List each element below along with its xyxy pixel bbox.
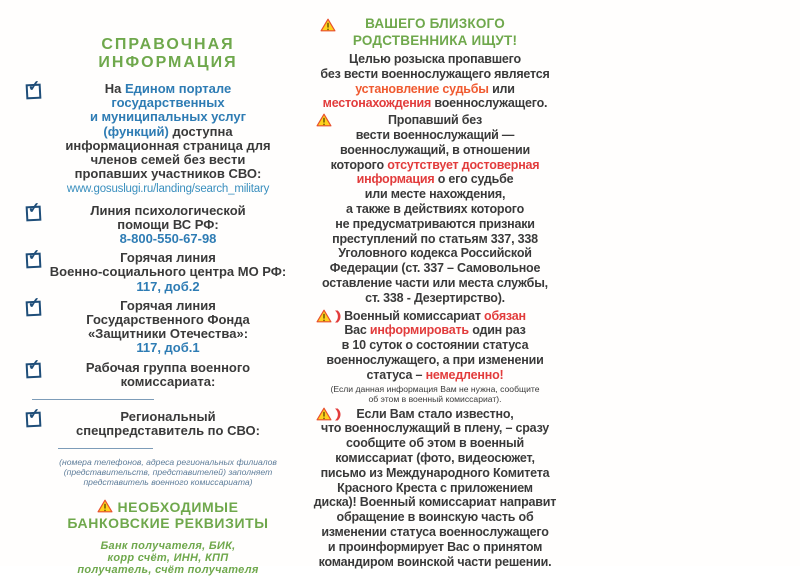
text-run: 117, доб.2	[136, 278, 200, 294]
bank-heading-text: БАНКОВСКИЕ РЕКВИЗИТЫ	[67, 515, 269, 532]
text-line	[36, 82, 300, 96]
text-run: не предусматриваются признаки	[335, 216, 535, 231]
warning-icon	[97, 499, 113, 513]
right-column	[310, 16, 560, 572]
checkbox-icon	[26, 77, 42, 100]
text-run: Военно-социального центра МО РФ:	[49, 264, 287, 280]
text-run: в 10 суток о состоянии статуса	[341, 338, 529, 353]
text-run: Банк получателя, БИК,	[100, 540, 236, 553]
text-line	[310, 67, 560, 82]
check-mark-icon: ✓	[27, 405, 41, 424]
text-run: (функций)	[103, 123, 173, 139]
text-line	[36, 125, 300, 139]
text-run: без вести военнослужащего является	[320, 66, 550, 81]
text-line	[36, 265, 300, 279]
text-run: или месте нахождения,	[364, 187, 506, 202]
text-line	[36, 232, 300, 246]
text-line	[310, 540, 560, 555]
text-line	[310, 261, 560, 276]
bank-details-text	[22, 540, 314, 576]
check-mark-icon: ✓	[27, 356, 41, 374]
info-item-text	[22, 361, 314, 389]
text-run: получатель, счёт получателя	[77, 564, 259, 576]
info-item-mod-hotline	[22, 246, 314, 294]
text-line	[310, 291, 560, 306]
text-line	[326, 33, 544, 50]
text-line	[310, 276, 560, 291]
text-line	[310, 353, 560, 368]
text-line	[36, 299, 300, 313]
text-run: диска)! Военный комиссариат направит	[313, 495, 557, 510]
text-run: военнослужащего, а при изменении	[326, 352, 544, 367]
text-run: Горячая линия	[120, 297, 216, 313]
text-line	[310, 323, 560, 338]
right-heading	[310, 16, 560, 49]
text-run: комиссариата:	[120, 373, 216, 389]
checkbox-icon	[26, 294, 42, 316]
text-line	[22, 552, 314, 564]
text-run: пропавших участников СВО:	[74, 166, 262, 182]
text-run: сообщите об этом в военный	[346, 436, 524, 451]
text-line	[310, 113, 560, 128]
text-run: спецпредставитель по СВО:	[76, 423, 260, 439]
text-line	[36, 313, 300, 327]
text-run: командиром воинской части решении.	[318, 554, 552, 569]
red-bracket-icon: )	[335, 405, 342, 421]
text-run: Военный комиссариат	[344, 308, 485, 323]
text-line	[310, 202, 560, 217]
text-run: ВАШЕГО БЛИЗКОГО	[365, 16, 505, 31]
info-item-defenders-fund-hotline	[22, 294, 314, 356]
text-run: Горячая линия	[120, 250, 216, 266]
text-run: об этом в военный комиссариат).	[368, 393, 502, 404]
check-mark-icon: ✓	[27, 77, 41, 96]
text-run: о его судьбе	[434, 172, 514, 187]
text-run: оставление части или места службы,	[322, 275, 548, 290]
checkbox-icon	[26, 405, 42, 428]
info-item-text	[22, 410, 314, 438]
text-line	[36, 361, 300, 375]
text-run: статуса –	[366, 367, 426, 382]
text-run: (представительств, представителей) заполняет	[63, 467, 273, 478]
text-line	[310, 96, 560, 111]
text-line	[310, 158, 560, 173]
checkbox-icon	[26, 199, 42, 221]
paragraph-text	[310, 407, 560, 570]
text-run: 117, доб.1	[136, 340, 200, 356]
text-run: Целью розыска пропавшего	[349, 52, 521, 66]
text-line	[310, 338, 560, 353]
text-run: СПРАВОЧНАЯ	[101, 36, 235, 53]
left-column-heading	[22, 36, 314, 72]
text-run: которого	[330, 157, 388, 172]
checkbox-icon	[26, 246, 42, 269]
text-run: обращение в воинскую часть об	[336, 510, 534, 525]
text-line	[310, 232, 560, 247]
text-run: или	[488, 81, 515, 96]
text-run: Уголовного кодекса Российской	[338, 246, 532, 261]
text-run: местонахождения	[322, 96, 432, 111]
text-run: немедленно!	[425, 367, 504, 382]
warning-icon	[316, 407, 332, 426]
text-run: «Защитники Отечества»:	[87, 326, 249, 342]
text-line	[36, 341, 300, 355]
text-run: Едином портале	[124, 81, 232, 96]
text-line	[310, 421, 560, 436]
text-line	[310, 309, 560, 324]
text-run: представитель военного комиссариата)	[83, 477, 253, 488]
text-line	[36, 424, 300, 438]
text-line	[22, 457, 314, 467]
commissariat-obligation-paragraph	[310, 309, 560, 404]
text-run: информировать	[369, 323, 469, 338]
text-line	[310, 451, 560, 466]
text-run: Региональный	[120, 409, 216, 425]
text-line	[36, 204, 300, 218]
text-line	[310, 481, 560, 496]
text-line	[310, 384, 560, 394]
text-line	[36, 167, 300, 181]
text-line	[36, 96, 300, 110]
text-run: членов семей без вести	[90, 152, 246, 168]
text-line	[310, 466, 560, 481]
text-line	[310, 368, 560, 383]
info-item-text	[22, 204, 314, 247]
info-item-psych-helpline	[22, 199, 314, 247]
info-item-regional-representative	[22, 405, 314, 449]
text-run: информационная страница для	[65, 137, 271, 153]
info-item-military-commissariat-group	[22, 356, 314, 400]
text-line	[22, 467, 314, 477]
text-line	[310, 128, 560, 143]
bank-heading-text: НЕОБХОДИМЫЕ	[117, 499, 239, 516]
text-run: (Если данная информация Вам не нужна, сообщите	[330, 383, 540, 394]
text-line	[22, 36, 314, 54]
fill-in-blank-line	[58, 447, 153, 449]
paragraph-text	[310, 309, 560, 383]
check-mark-icon: ✓	[27, 246, 41, 265]
small-note-text	[310, 384, 560, 404]
red-bracket-icon: )	[335, 307, 342, 323]
text-run: Федерации (ст. 337 – Самовольное	[329, 261, 541, 276]
paragraph-text	[310, 113, 560, 305]
text-line	[36, 139, 300, 153]
text-run: и проинформирует Вас о принятом	[327, 539, 543, 554]
text-line	[310, 495, 560, 510]
text-run: обязан	[484, 308, 526, 323]
text-run: Государственного Фонда	[86, 312, 250, 328]
text-line	[310, 143, 560, 158]
text-run: установление судьбы	[355, 81, 489, 96]
text-run: отсутствует достоверная	[387, 157, 540, 172]
info-item-text	[22, 251, 314, 294]
text-run: корр счёт, ИНН, КПП	[107, 552, 229, 565]
text-line	[22, 564, 314, 576]
checkbox-icon	[26, 356, 42, 378]
missing-serviceman-definition	[310, 113, 560, 305]
text-run: доступна	[172, 123, 233, 139]
text-run: вести военнослужащий —	[355, 127, 515, 142]
text-run: преступлений по статьям 337, 338	[332, 231, 538, 246]
text-line	[310, 436, 560, 451]
text-line	[310, 172, 560, 187]
check-mark-icon: ✓	[27, 294, 41, 313]
check-mark-icon: ✓	[27, 199, 41, 217]
text-run: Линия психологической	[90, 202, 246, 218]
text-run: изменении статуса военнослужащего	[321, 524, 549, 539]
text-line	[22, 54, 314, 72]
text-line	[310, 555, 560, 570]
text-line	[36, 375, 300, 389]
text-run: Рабочая группа военного	[85, 359, 251, 375]
text-line	[310, 394, 560, 404]
text-run: Если Вам стало известно,	[356, 406, 514, 421]
text-run: а также в действиях которого	[345, 201, 525, 216]
text-line	[36, 153, 300, 167]
text-line	[36, 251, 300, 265]
info-item-text	[22, 299, 314, 356]
text-line	[310, 407, 560, 422]
text-run: и муниципальных услуг	[89, 109, 247, 125]
search-purpose-paragraph	[310, 52, 560, 111]
text-line	[36, 410, 300, 424]
captivity-report-paragraph	[310, 407, 560, 570]
text-line	[36, 280, 300, 294]
text-run: На	[104, 81, 125, 96]
text-run: РОДСТВЕННИКА ИЩУТ!	[352, 32, 518, 48]
text-run: что военнослужащий в плену, – сразу	[320, 421, 550, 436]
text-run: Красного Креста с приложением	[337, 480, 533, 495]
text-run: информация	[356, 172, 435, 187]
text-line	[310, 510, 560, 525]
text-line	[310, 82, 560, 97]
right-heading-block	[310, 16, 560, 49]
text-run: 8-800-550-67-98	[119, 231, 217, 247]
text-run: государственных	[111, 95, 225, 111]
text-line	[310, 52, 560, 67]
text-run: Пропавший без	[388, 113, 482, 128]
text-line	[310, 187, 560, 202]
bank-requisites-section	[22, 499, 314, 576]
left-column	[22, 30, 314, 576]
text-line	[310, 525, 560, 540]
text-run: письмо из Международного Комитета	[320, 465, 550, 480]
text-run: помощи ВС РФ:	[117, 216, 219, 232]
text-line	[36, 181, 300, 196]
text-run: ИНФОРМАЦИЯ	[98, 54, 238, 71]
text-run: www.gosuslugi.ru/landing/search_military	[66, 183, 270, 196]
text-line	[36, 110, 300, 124]
text-line	[310, 246, 560, 261]
bank-heading	[22, 499, 314, 531]
text-line	[36, 327, 300, 341]
text-line	[310, 217, 560, 232]
bank-heading-line	[22, 499, 314, 515]
info-item-gosuslugi	[22, 77, 314, 197]
text-run: комиссариат (фото, видеосюжет,	[335, 450, 535, 465]
warning-icon	[316, 309, 332, 328]
text-line	[22, 477, 314, 487]
text-run: военнослужащего.	[431, 96, 548, 111]
text-run: один раз	[468, 323, 526, 338]
fill-in-blank-line	[32, 398, 154, 400]
warning-icon	[320, 18, 336, 37]
text-line	[326, 16, 544, 33]
warning-icon	[316, 113, 332, 132]
text-run: ст. 338 - Дезертирство).	[365, 290, 505, 305]
info-item-text	[22, 82, 314, 197]
text-run: (номера телефонов, адреса региональных филиалов	[59, 457, 277, 468]
footnote-text	[22, 457, 314, 487]
text-run: военнослужащий, в отношении	[339, 142, 531, 157]
text-line	[36, 218, 300, 232]
text-run: Вас	[344, 323, 370, 338]
text-line	[22, 540, 314, 552]
